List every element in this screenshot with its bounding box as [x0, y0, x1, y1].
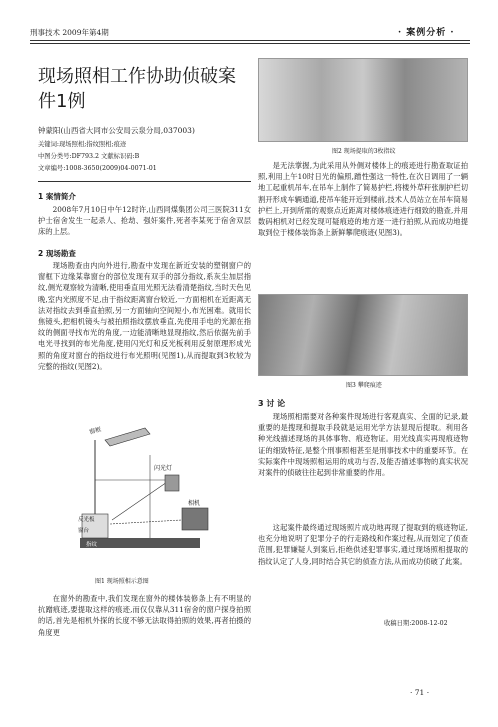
header-rule-thin: [30, 43, 470, 44]
journal-name: 刑事技术 2009年第4期: [30, 28, 109, 37]
floor-bar: [80, 538, 200, 548]
figure-2-photo: [258, 58, 468, 142]
label-fingerprint: 指纹: [86, 542, 98, 548]
label-camera: 相机: [188, 500, 201, 507]
section-3-heading: 3 讨 论: [258, 399, 286, 408]
camera-body: [182, 508, 208, 530]
article-number: 文章编号:1008-3650(2009)04-0071-01: [38, 165, 157, 172]
author-line: 钟蒙阳(山西省大同市公安局云泉分局,037003): [38, 126, 195, 135]
section-1-heading: 1 案情简介: [38, 192, 76, 201]
figure-3-caption: 图3 攀爬痕迹: [346, 382, 382, 389]
article-title: [38, 64, 236, 114]
label-reflector: 反光板: [78, 517, 95, 523]
light-ray-1: [112, 480, 170, 520]
section-2-heading: 2 现场勘查: [38, 249, 76, 258]
section-3-text-1: 现场照相需要对各种案件现场进行客观真实、全面的记录,最重要的是搜现和提取手段就是运用光学方法显现后提取。利用各种光线描述现场的具体事物、痕迹物证。用光线真实再现痕迹物证的细致特征,是整个刑事照相甚至是刑事技术中的重要环节。在实际案件中现场照相运用的成功与否,及能否描述事物的真实状况对案件的侦破往往起到非常重要的作用。: [258, 412, 468, 478]
figure-1-diagram: [50, 420, 230, 570]
classification: 中图分类号:DF793.2 文献标识码:B: [38, 153, 140, 160]
section-2-text: 现场勘查由内向外进行,勘查中发现在新近安装的塑钢窗户的窗框下边缘某靠窗台的部位发现有双手的部分指纹,系灰尘加层指纹,侧光观察较为清晰,使用垂直用光照无法看清楚指纹,当时天色见晚,室内光照度不足,由于指纹距离窗台较近,一方面相机在近距离无法对指纹去到垂直拍照,另一方面轴向空间短小,布光困难。就用长焦镜头,把相机镜头与被拍照指纹摆放垂直,先使用手电的光源在指纹的侧面寻找布光的角度,一边能清晰地显现指纹,然后依据先前手电光寻找到的布光角度,使用闪光灯和反光板利用反射原理形成光照的角度对窗台的指纹进行布光照明(见图1),从而提取到3枚较为完整的指纹(见图2)。: [38, 261, 251, 371]
figure-3-photo: [258, 294, 468, 376]
keywords: 关键词:现场照相;指纹照相;痕迹: [38, 141, 127, 148]
section-tag: · 案例分析 ·: [398, 28, 455, 38]
figure-1-caption: 图1 现场照相示意图: [95, 578, 149, 585]
meta-rule: [38, 181, 251, 182]
label-flash: 闪光灯: [154, 465, 173, 472]
section-2-text-bottom: 在窗外的勘查中,我们发现在窗外的楼体装修条上有不明显的抗蹭痕迹,要提取这样的痕迹,而仅仅靠从311宿舍的窗户探身拍照的话,首先是相机外探的长度不够无法取得拍照的效果,再者拍摄的角度更: [38, 594, 251, 637]
lens-axis: [110, 520, 182, 524]
title-line-1: 现场照相工作协助侦破案: [38, 66, 236, 87]
label-window-frame: 窗框: [88, 426, 103, 436]
header-rule: [30, 40, 470, 41]
received-date: 收稿日期:2008-12-02: [384, 620, 448, 627]
title-line-2: 件1例: [38, 91, 86, 112]
page-number: · 71 ·: [410, 688, 430, 697]
section-1-text: 2008年7月10日中午12时许,山西同煤集团公司三医院311女护士宿舍发生一起杀人、抢劫、强奸案件,死者李某死于宿舍双层床的上层。: [38, 205, 251, 237]
figure-2-caption: 图2 现场提取的3枚指纹: [332, 148, 396, 155]
label-window-sill: 窗台: [78, 528, 90, 534]
section-3-text-2: 这起案件最终通过现场照片成功地再现了提取到的痕迹物证,也充分地说明了犯罪分子的行走路线和作案过程,从而划定了侦查范围,犯罪嫌疑人到案后,拒绝供述犯罪事实,通过现场照相提取的指纹认定了人身,同时结合其它的侦查方法,从而成功侦破了此案。: [258, 523, 468, 566]
figure-1-svg: [50, 420, 230, 570]
flash-unit: [165, 475, 179, 491]
section-2-text-right: 是无法掌握,为此采用从外侧对楼体上的痕迹进行勘查取证拍照,利用上午10时日光的偏照,蹭性强这一特性,在次日调用了一辆地工起重机吊车,在吊车上制作了简易护栏,将楼外草秆张制护栏切割开形成车辆通道,使吊车能开近到楼前,技术人员站立在吊车筒易护栏上,开到所需的观察点近距离对楼体痕迹进行细致的勘查,并用数码相机对已经发现可疑痕迹的地方逐一进行拍照,从而成功地提取到位于楼体装饰条上新鲜攀爬痕迹(见图3)。: [258, 161, 468, 238]
window-frame-shape: [105, 428, 150, 446]
